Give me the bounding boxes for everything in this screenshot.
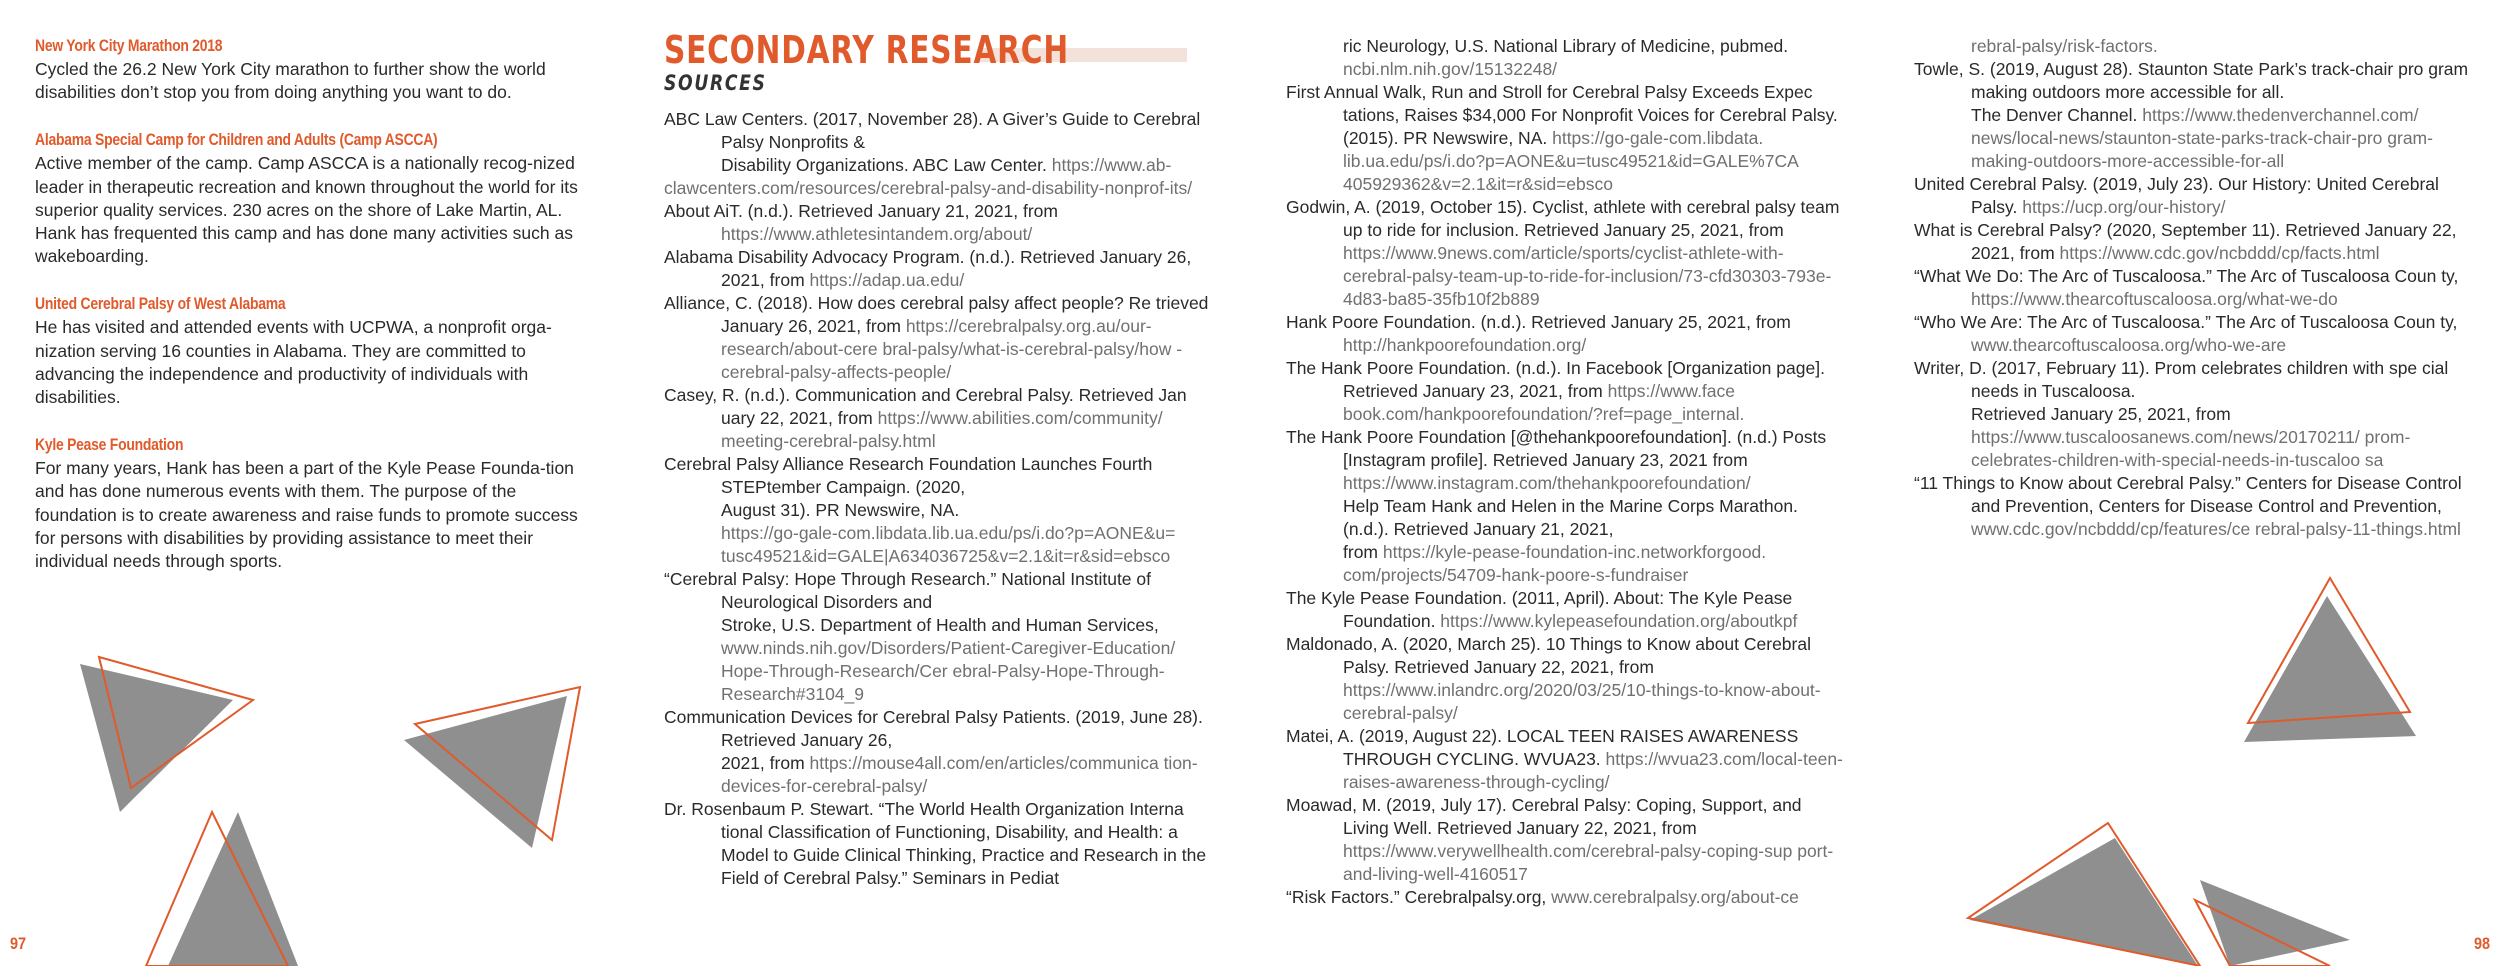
reference-text: Dr. Rosenbaum P. Stewart. “The World Health Organization Interna tional Classification of Functioning, Disability, and Health: a Model to Guide Clinical Thinking, Practice and Research in the Field of Cerebral Palsy.” Seminars in Pediat (664, 799, 1207, 888)
page-number-right: 98 (2474, 934, 2491, 953)
reference-link[interactable]: https://mouse4all.com/en/articles/communica tion-devices-for-cerebral-palsy/ (721, 753, 1198, 796)
reference-text: Maldonado, A. (2020, March 25). 10 Things to Know about Cerebral Palsy. Retrieved January 22, 2021, from (1286, 634, 1811, 677)
reference-entry (1286, 794, 1846, 886)
reference-entry (664, 453, 1224, 499)
reference-text: Disability Organizations. ABC Law Center. (721, 155, 1052, 175)
reference-text: What is Cerebral Palsy? (2020, September 11). Retrieved January 22, 2021, from (1914, 220, 2457, 263)
reference-link[interactable]: www.cdc.gov/ncbddd/cp/features/ce rebral-palsy-11-things.html (1971, 519, 2461, 539)
triangle-shape (404, 696, 567, 848)
reference-link[interactable]: https://www.thedenverchannel.com/ news/local-news/staunton-state-parks-track-chair-pro gram-making-outdoors-more-accessible-for-all (1971, 105, 2433, 171)
reference-link[interactable]: https://www.inlandrc.org/2020/03/25/10-things-to-know-about-cerebral-palsy/ (1343, 680, 1821, 723)
reference-text: 2021, from (721, 753, 810, 773)
triangle-shape (2244, 596, 2416, 742)
reference-text: The Kyle Pease Foundation. (2011, April). About: The Kyle Pease Foundation. (1286, 588, 1793, 631)
reference-link[interactable]: https://kyle-pease-foundation-inc.networkforgood. com/projects/54709-hank-poore-s-fundraiser (1343, 542, 1767, 585)
reference-text: “Who We Are: The Arc of Tuscaloosa.” The Arc of Tuscaloosa Coun ty, (1914, 312, 2458, 332)
reference-entry (664, 568, 1224, 614)
reference-text: Stroke, U.S. Department of Health and Human Services, (721, 615, 1159, 635)
event-item (35, 294, 595, 409)
reference-link[interactable]: https://go-gale-com.libdata. lib.ua.edu/ps/i.do?p=AONE&u=tusc49521&id=GALE%7CA 405929362&v=2.1&it=r&sid=ebsco (1343, 128, 1798, 194)
reference-entry (1914, 35, 2474, 58)
event-title: New York City Marathon 2018 (35, 36, 223, 55)
reference-entry (664, 752, 1224, 798)
reference-link[interactable]: ncbi.nlm.nih.gov/15132248/ (1343, 59, 1558, 79)
reference-link[interactable]: https://www.verywellhealth.com/cerebral-palsy-coping-sup port-and-living-well-4160517 (1343, 841, 1834, 884)
reference-entry (1286, 426, 1846, 495)
reference-link[interactable]: https://www.kylepeasefoundation.org/aboutkpf (1440, 611, 1798, 631)
reference-link[interactable]: https://www.abilities.com/community/ meeting-cerebral-palsy.html (721, 408, 1163, 451)
reference-entry (1286, 81, 1846, 196)
reference-text: “11 Things to Know about Cerebral Palsy.” Centers for Disease Control and Prevention, Centers for Disease Control and Prevention, (1914, 473, 2462, 516)
reference-entry (664, 200, 1224, 246)
reference-entry (1286, 357, 1846, 426)
event-description: Cycled the 26.2 New York City marathon to further show the world disabilities don’t stop you from doing anything you want to do. (35, 59, 546, 103)
reference-link[interactable]: https://go-gale-com.libdata.lib.ua.edu/ps/i.do?p=AONE&u= tusc49521&id=GALE|A634036725&v=2.1&it=r&sid=ebsco (721, 523, 1176, 566)
reference-entry (1914, 472, 2474, 541)
reference-entry (1914, 403, 2474, 472)
reference-entry (1286, 587, 1846, 633)
reference-entry (664, 499, 1224, 522)
reference-link[interactable]: https://www.ab- (1051, 155, 1172, 175)
reference-text: Godwin, A. (2019, October 15). Cyclist, athlete with cerebral palsy team up to ride for inclusion. Retrieved January 25, 2021, from (1286, 197, 1840, 240)
reference-entry (1914, 311, 2474, 357)
reference-link[interactable]: https://adap.ua.edu/ (809, 270, 965, 290)
reference-entry (664, 706, 1224, 752)
reference-text: Matei, A. (2019, August 22). LOCAL TEEN RAISES AWARENESS THROUGH CYCLING. WVUA23. (1286, 726, 1799, 769)
reference-entry (1286, 886, 1846, 909)
reference-text: Hank Poore Foundation. (n.d.). Retrieved January 25, 2021, from (1286, 312, 1791, 332)
references-column-2 (1286, 35, 1846, 909)
reference-text: United Cerebral Palsy. (2019, July 23). Our History: United Cerebral Palsy. (1914, 174, 2439, 217)
reference-link[interactable]: www.cerebralpalsy.org/about-ce (1551, 887, 1799, 907)
triangle-shape (80, 664, 233, 812)
reference-entry (664, 384, 1224, 453)
reference-link[interactable]: clawcenters.com/resources/cerebral-palsy-and-disability-nonprof-its/ (664, 178, 1193, 198)
reference-entry (1286, 633, 1846, 725)
reference-link[interactable]: https://cerebralpalsy.org.au/our-research/about-cere bral-palsy/what-is-cerebral-palsy/how -cerebral-palsy-affects-people/ (721, 316, 1183, 382)
event-item (35, 130, 595, 268)
reference-entry (664, 108, 1224, 154)
reference-link[interactable]: https://wvua23.com/local-teen-raises-awareness-through-cycling/ (1343, 749, 1843, 792)
events-list (35, 36, 595, 599)
reference-text: Alliance, C. (2018). How does cerebral palsy affect people? Re trieved January 26, 2021, from (664, 293, 1209, 336)
reference-text: First Annual Walk, Run and Stroll for Cerebral Palsy Exceeds Expec tations, Raises $34,000 For Nonprofit Voices for Cerebral Palsy. (2015). PR Newswire, NA. (1286, 82, 1838, 148)
reference-entry (1914, 219, 2474, 265)
reference-entry (1914, 104, 2474, 173)
reference-link[interactable]: https://www.cdc.gov/ncbddd/cp/facts.html (2059, 243, 2380, 263)
page-number-left: 97 (10, 934, 27, 953)
reference-link[interactable]: https://www.9news.com/article/sports/cyclist-athlete-with-cerebral-palsy-team-up-to-ride-for-inclusion/73-cfd30303-793e-4d83-ba85-35fb10f2b889 (1343, 243, 1832, 309)
reference-entry (1286, 725, 1846, 794)
reference-entry (664, 154, 1224, 177)
reference-entry (1914, 265, 2474, 311)
reference-link[interactable]: https://www.athletesintandem.org/about/ (721, 224, 1033, 244)
reference-entry (1286, 196, 1846, 311)
reference-text: The Denver Channel. (1971, 105, 2143, 125)
reference-text: August 31). PR Newswire, NA. (721, 500, 960, 520)
event-title: United Cerebral Palsy of West Alabama (35, 294, 286, 314)
event-item (35, 36, 595, 104)
reference-link[interactable]: www.ninds.nih.gov/Disorders/Patient-Caregiver-Education/ Hope-Through-Research/Cer ebral-Palsy-Hope-Through-Research#3104_9 (721, 638, 1176, 704)
reference-entry (664, 177, 1224, 200)
reference-entry (1286, 311, 1846, 357)
event-description: Active member of the camp. Camp ASCCA is a nationally recog-nized leader in therapeutic recreation and known throughout the world for its superior quality services. 230 acres on the shore of Lake Martin, AL. Hank has frequented this camp and has done many activities such as wakeboarding. (35, 153, 578, 267)
event-title: Alabama Special Camp for Children and Adults (Camp ASCCA) (35, 130, 438, 150)
section-heading (664, 28, 1183, 94)
triangle-shape (1970, 838, 2198, 966)
page-title: SECONDARY RESEARCH (664, 28, 1069, 72)
reference-entry (664, 614, 1224, 706)
reference-text: ric Neurology, U.S. National Library of Medicine, pubmed. (1343, 36, 1789, 56)
reference-link[interactable]: https://www.instagram.com/thehankpoorefoundation/ (1343, 473, 1751, 493)
reference-text: The Hank Poore Foundation [@thehankpoorefoundation]. (n.d.) Posts [Instagram profile]. Retrieved January 23, 2021 from (1286, 427, 1827, 470)
event-description: For many years, Hank has been a part of the Kyle Pease Founda-tion and has done numerous events with them. The purpose of the foundation is to create awareness and raise funds to promote success for persons with disabilities by providing assistance to meet their individual needs through sports. (35, 458, 578, 572)
reference-entry (1914, 357, 2474, 403)
reference-link[interactable]: https://www.tuscaloosanews.com/news/20170211/ prom-celebrates-children-with-special-needs-in-tuscaloo sa (1971, 427, 2411, 470)
reference-text: from (1343, 542, 1383, 562)
reference-text: Cerebral Palsy Alliance Research Foundation Launches Fourth STEPtember Campaign. (2020, (664, 454, 1153, 497)
reference-entry (664, 522, 1224, 568)
reference-entry (664, 798, 1224, 890)
reference-link[interactable]: rebral-palsy/risk-factors. (1971, 36, 2158, 56)
triangle-shape (168, 812, 298, 966)
reference-text: “Cerebral Palsy: Hope Through Research.” National Institute of Neurological Disorders and (664, 569, 1152, 612)
reference-text: Help Team Hank and Helen in the Marine Corps Marathon. (n.d.). Retrieved January 21, 2021, (1343, 496, 1798, 539)
reference-link[interactable]: https://www.face book.com/hankpoorefoundation/?ref=page_internal. (1343, 381, 1745, 424)
page-subtitle: SOURCES (664, 71, 767, 95)
reference-text: Retrieved January 25, 2021, from (1971, 404, 2231, 424)
event-title: Kyle Pease Foundation (35, 435, 184, 455)
references-column-1 (664, 108, 1224, 890)
reference-text: Towle, S. (2019, August 28). Staunton State Park’s track-chair pro gram making outdoors more accessible for all. (1914, 59, 2469, 102)
reference-text: Communication Devices for Cerebral Palsy Patients. (2019, June 28). Retrieved January 26, (664, 707, 1203, 750)
reference-entry (1286, 495, 1846, 541)
event-description: He has visited and attended events with UCPWA, a nonprofit orga-nization serving 16 counties in Alabama. They are committed to advancing the independence and productivity of individuals with disabilities. (35, 317, 552, 408)
reference-entry (664, 246, 1224, 292)
references-column-3 (1914, 35, 2474, 541)
reference-entry (664, 292, 1224, 384)
reference-link[interactable]: www.thearcoftuscaloosa.org/who-we-are (1971, 335, 2287, 355)
reference-link[interactable]: https://ucp.org/our-history/ (2022, 197, 2226, 217)
reference-text: Writer, D. (2017, February 11). Prom celebrates children with spe cial needs in Tuscaloosa. (1914, 358, 2449, 401)
reference-entry (1286, 35, 1846, 81)
reference-text: ABC Law Centers. (2017, November 28). A Giver’s Guide to Cerebral Palsy Nonprofits & (664, 109, 1201, 152)
reference-text: The Hank Poore Foundation. (n.d.). In Facebook [Organization page]. Retrieved January 23, 2021, from (1286, 358, 1825, 401)
reference-entry (1914, 173, 2474, 219)
reference-text: “What We Do: The Arc of Tuscaloosa.” The Arc of Tuscaloosa Coun ty, (1914, 266, 2459, 286)
reference-text: Moawad, M. (2019, July 17). Cerebral Palsy: Coping, Support, and Living Well. Retrieved January 22, 2021, from (1286, 795, 1802, 838)
reference-text: “Risk Factors.” Cerebralpalsy.org, (1286, 887, 1552, 907)
reference-text: Alabama Disability Advocacy Program. (n.d.). Retrieved January 26, 2021, from (664, 247, 1192, 290)
reference-link[interactable]: https://www.thearcoftuscaloosa.org/what-we-do (1971, 289, 2338, 309)
reference-text: Casey, R. (n.d.). Communication and Cerebral Palsy. Retrieved Jan uary 22, 2021, from (664, 385, 1187, 428)
reference-entry (1286, 541, 1846, 587)
reference-link[interactable]: http://hankpoorefoundation.org/ (1343, 335, 1587, 355)
reference-entry (1914, 58, 2474, 104)
event-item (35, 435, 595, 573)
reference-text: About AiT. (n.d.). Retrieved January 21, 2021, from (664, 201, 1058, 221)
